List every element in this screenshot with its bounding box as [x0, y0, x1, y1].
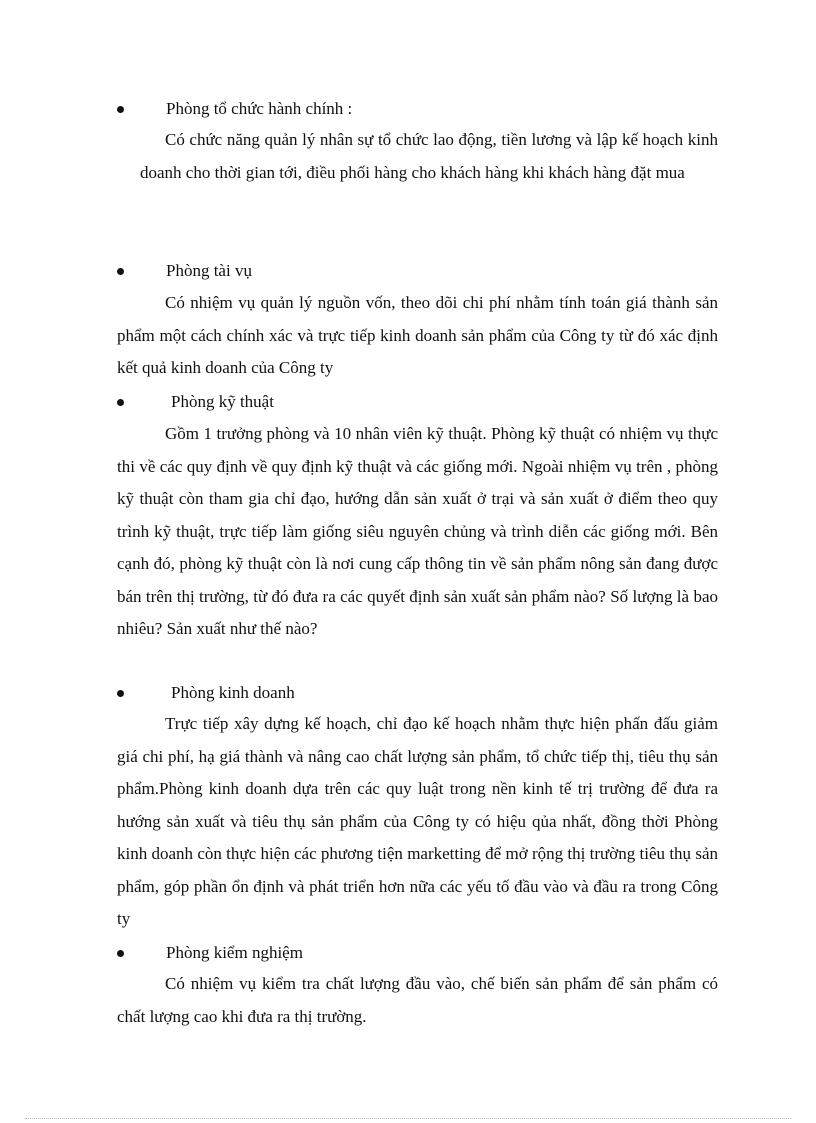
bullet-icon — [117, 690, 124, 697]
section-body: Trực tiếp xây dựng kế hoạch, chỉ đạo kế hoạch nhằm thực hiện phấn đấu giảm giá chi phí, hạ giá thành và nâng cao chất lượng sản phẩm, tổ chức tiếp thị, tiêu thụ sản phẩm.Phòng kinh doanh dựa trên các quy luật trong nền kinh tế trị trường để đưa ra hướng sản xuất và tiêu thụ sản phẩm của Công ty có hiệu qủa nhất, đồng thời Phòng kinh doanh còn thực hiện các phương tiện marketting để mở rộng thị trường tiêu thụ sản phẩm, góp phần ổn định và phát triển hơn nữa các yếu tố đầu vào và đầu ra trong Công ty — [117, 714, 718, 928]
section-body: Có nhiệm vụ kiểm tra chất lượng đầu vào, chế biến sản phẩm để sản phẩm có chất lượng cao khi đưa ra thị trường. — [117, 974, 718, 1026]
section-heading: Phòng tài vụ — [166, 261, 252, 280]
section-body: Gồm 1 trưởng phòng và 10 nhân viên kỹ thuật. Phòng kỹ thuật có nhiệm vụ thực thi về các quy định về quy định kỹ thuật và các giống mới. Ngoài nhiệm vụ trên , phòng kỹ thuật còn tham gia chỉ đạo, hướng dẫn sản xuất ở trại và sản xuất ở điểm theo quy trình kỹ thuật, trực tiếp làm giống siêu nguyên chủng và trình diễn các giống mới. Bên cạnh đó, phòng kỹ thuật còn là nơi cung cấp thông tin về sản phẩm nông sản đang được bán trên thị trường, từ đó đưa ra các quyết định sản xuất sản phẩm nào? Số lượng là bao nhiêu? Sản xuất như thế nào? — [117, 424, 718, 638]
section-heading: Phòng tổ chức hành chính : — [166, 99, 353, 118]
bullet-icon — [117, 106, 124, 113]
bullet-icon — [117, 268, 124, 275]
bullet-icon — [117, 399, 124, 406]
section-heading: Phòng kiểm nghiệm — [166, 943, 303, 962]
bullet-icon — [117, 950, 124, 957]
section-heading: Phòng kỹ thuật — [171, 392, 274, 411]
section-body: Có nhiệm vụ quản lý nguồn vốn, theo dõi chi phí nhằm tính toán giá thành sản phẩm một cách chính xác và trực tiếp kinh doanh sản phẩm của Công ty từ đó xác định kết quả kinh doanh của Công ty — [117, 293, 718, 377]
section-heading: Phòng kinh doanh — [171, 683, 295, 702]
page-bottom-rule — [25, 1118, 791, 1119]
section-body: Có chức năng quản lý nhân sự tổ chức lao động, tiền lương và lập kế hoạch kinh doanh cho thời gian tới, điều phối hàng cho khách hàng khi khách hàng đặt mua — [140, 130, 718, 182]
